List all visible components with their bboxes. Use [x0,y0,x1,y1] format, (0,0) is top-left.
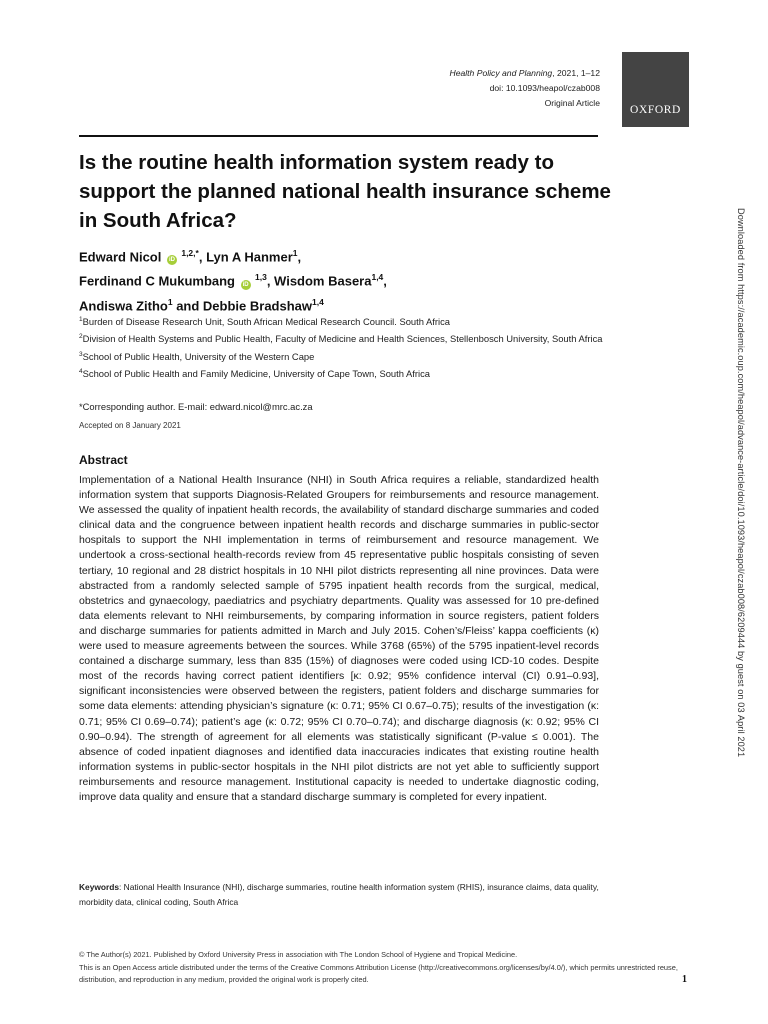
header-rule [79,135,598,137]
article-title: Is the routine health information system ready to support the planned national health insurance scheme in South Africa? [79,151,611,232]
affiliation-number: 1 [79,316,83,323]
affiliation-text: Division of Health Systems and Public Health, Faculty of Medicine and Health Sciences, Stellenbosch University, South Africa [82,333,603,345]
journal-name: Health Policy and Planning [449,68,553,78]
article-type: Original Article [544,98,600,108]
author-name: Edward Nicol [79,249,162,265]
author-name: Debbie Bradshaw [202,297,313,313]
abstract-text: Implementation of a National Health Insurance (NHI) in South Africa requires a reliable, standardized health information system that supports Diagnosis-Related Groupers for reimbursements and resource management. We assessed the quality of inpatient health records, the availability of standard discharge summaries and coded clinical data and the congruence between inpatient health records and discharge summaries in public-sector hospitals to support the NHI implementation in terms of reimbursement and resource management. We undertook a cross-sectional health-records review from 45 representative public hospitals consisting of seven tertiary, 10 regional and 28 district hospitals in 10 NHI pilot districts representing all nine provinces. Data were abstracted from a randomly selected sample of 5795 inpatient health records from the surgical, medical, obstetrics and gynaecology, paediatrics and psychiatry departments. Quality was assessed for 10 pre-defined data elements relevant to NHI reimbursements, by comparing information in source registers, patient folders and discharge summaries for patients admitted in March and July 2015. Cohen’s/Fleiss’ kappa coefficients (κ) were used to measure agreements between the sources. While 3768 (65%) of the 5795 inpatient-level records contained a discharge summary, less than 835 (15%) of diagnoses were coded using ICD-10 codes. Despite most of the records having correct patient identifiers [κ: 0.92; 95% confidence interval (CI) 0.91–0.93], significant inconsistencies were observed between the registers, patient folders and discharge summaries for some data elements: attending physician’s signature (κ: 0.71; 95% CI 0.67–0.75); results of the investigation (κ: 0.71; 95% CI 0.69–0.74); patient’s age (κ: 0.72; 95% CI 0.70–0.74); and discharge diagnosis (κ: 0.92; 95% CI 0.90–0.94). The strength of agreement for all elements was statistically significant (P-value ≤ 0.001). The absence of coded inpatient diagnoses and identified data inaccuracies indicates that existing routine health information systems in public-sector hospitals in the NHI pilot districts are not yet able to sufficiently support reimbursements and resource management. Institutional capacity is needed to undertake diagnostic coding, improve data quality and ensure that a standard discharge summary is completed for every inpatient. [79,474,599,803]
oxford-logo [622,52,689,127]
affiliation-item [79,312,604,329]
author-affiliation-marker: 1,2,* [178,248,199,258]
affiliation-item [79,347,604,364]
author-affiliation-marker: 1,4 [371,272,384,283]
keywords-label: Keywords [79,882,120,892]
author-affiliation-marker: 1,4 [312,296,324,307]
affiliation-number: 4 [79,367,83,375]
author-affiliation-marker: 1 [167,296,173,307]
accepted-date: Accepted on 8 January 2021 [79,421,181,430]
affiliation-text: School of Public Health and Family Medicine, University of Cape Town, South Africa [82,368,431,380]
abstract-heading: Abstract [79,453,128,467]
journal-issue: , 2021, 1–12 [552,68,600,78]
copyright-line: © The Author(s) 2021. Published by Oxford University Press in association with The London School of Hygiene and Tropical Medicine. [79,950,518,959]
keywords [79,880,604,909]
affiliation-number: 2 [79,333,83,341]
author-name: Ferdinand C Mukumbang [79,273,235,289]
affiliation-item [79,329,604,346]
corresponding-author: *Corresponding author. E-mail: edward.nicol@mrc.ac.za [79,401,313,412]
license-line: This is an Open Access article distributed under the terms of the Creative Commons Attribution License (http://creativecommons.org/licenses/by/4.0/), which permits unrestricted reuse, distribution, and reproduction in any medium, provided the original work is properly cited. [79,962,678,985]
download-watermark: Downloaded from https://academic.oup.com/heapol/advance-article/doi/10.1093/heapol/czab008/6209444 by guest on 03 April 2021 [736,208,746,758]
author-affiliation-marker: 1 [292,248,298,258]
orcid-icon[interactable]: iD [168,257,175,264]
affiliation-text: School of Public Health, University of the Western Cape [82,350,315,362]
affiliation-item [79,364,604,381]
oxford-logo-text: OXFORD [630,104,681,116]
page-number: 1 [682,974,687,985]
affiliation-list [79,312,604,381]
author-name: Lyn A Hanmer [206,249,293,265]
journal-doi[interactable]: doi: 10.1093/heapol/czab008 [489,83,600,93]
journal-info [449,66,600,111]
author-name: Andiswa Zitho [79,297,168,313]
author-affiliation-marker: 1,3 [252,272,267,283]
author-list: Edward Nicol iD $^{1,2,*}$, Lyn A Hanmer$^1$, Ferdinand C Mukumbang iD $^{1,3}$, Wisdom Basera$^{1,4}$, Andiswa Zitho$^1$ and Debbie Bradshaw$^{1,4}$ [79,248,387,313]
journal-citation [449,66,600,81]
affiliation-number: 3 [79,350,83,358]
affiliation-text: Burden of Disease Research Unit, South African Medical Research Council. South Africa [82,316,450,328]
keywords-text: : National Health Insurance (NHI), discharge summaries, routine health information system (RHIS), insurance claims, data quality, morbidity data, clinical coding, South Africa [79,882,599,907]
author-name: Wisdom Basera [274,273,372,289]
copyright-footer [79,949,679,987]
orcid-icon[interactable]: iD [242,281,249,288]
